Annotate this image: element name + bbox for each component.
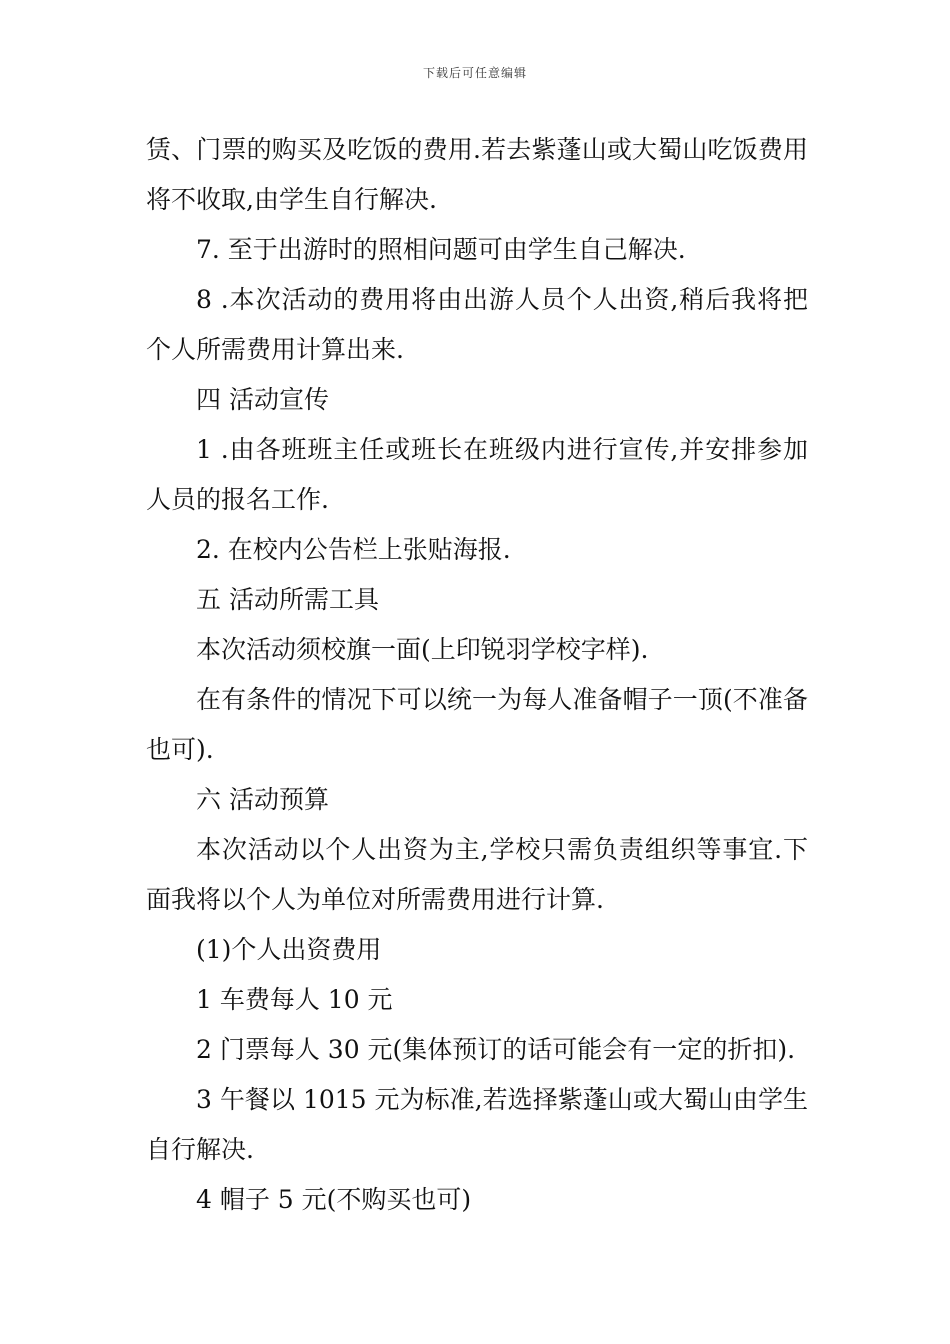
section-heading-4: 四 活动宣传 — [196, 385, 329, 414]
tools-hat: 在有条件的情况下可以统一为每人准备帽子一顶(不准备也可). — [146, 685, 808, 764]
item-8-cost: 8 .本次活动的费用将由出游人员个人出资,稍后我将把个人所需费用计算出来. — [146, 285, 808, 364]
document-body — [146, 125, 808, 1225]
section-heading-5: 五 活动所需工具 — [196, 585, 379, 614]
paragraph-continuation: 赁、门票的购买及吃饭的费用.若去紫蓬山或大蜀山吃饭费用将不收取,由学生自行解决. — [146, 135, 808, 214]
promo-item-2: 2. 在校内公告栏上张贴海报. — [196, 535, 511, 564]
page-header: 下载后可任意编辑 — [422, 66, 527, 80]
tools-flag: 本次活动须校旗一面(上印锐羽学校字样). — [196, 635, 649, 664]
budget-intro: 本次活动以个人出资为主,学校只需负责组织等事宜.下面我将以个人为单位对所需费用进行计算. — [146, 835, 808, 914]
section-heading-6: 六 活动预算 — [196, 785, 329, 814]
promo-item-1: 1 .由各班班主任或班长在班级内进行宣传,并安排参加人员的报名工作. — [146, 435, 808, 514]
budget-subheading: (1)个人出资费用 — [196, 935, 382, 964]
item-7-photo: 7. 至于出游时的照相问题可由学生自己解决. — [196, 235, 686, 264]
budget-item-bus: 1 车费每人 10 元 — [196, 985, 393, 1014]
budget-item-lunch: 3 午餐以 1015 元为标准,若选择紫蓬山或大蜀山由学生自行解决. — [146, 1085, 808, 1164]
budget-item-hat: 4 帽子 5 元(不购买也可) — [196, 1185, 472, 1214]
budget-item-ticket: 2 门票每人 30 元(集体预订的话可能会有一定的折扣). — [196, 1035, 796, 1064]
